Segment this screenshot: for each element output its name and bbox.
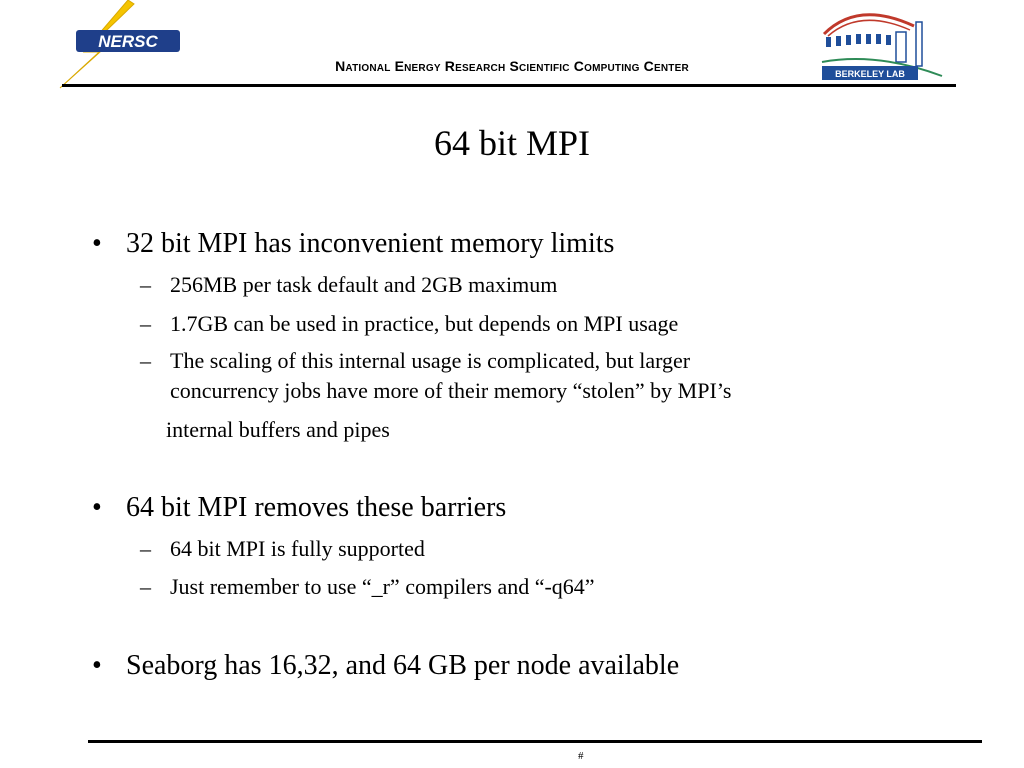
sub-bullet-text: Just remember to use “_r” compilers and “-q64”: [170, 574, 595, 599]
lab-logo-columns: [826, 34, 891, 47]
sub-bullet-text: 256MB per task default and 2GB maximum: [170, 272, 558, 297]
sub-bullet-text: The scaling of this internal usage is complicated, but larger: [170, 348, 691, 373]
bullet-marker: •: [92, 228, 102, 259]
sub-bullet-text: 1.7GB can be used in practice, but depends on MPI usage: [170, 311, 679, 336]
sub-bullet-item: [140, 348, 691, 374]
lab-logo-arc: [824, 15, 914, 34]
sub-bullet-item: [140, 536, 425, 562]
footer-divider: [88, 740, 982, 743]
sub-bullet-text: concurrency jobs have more of their memory “stolen” by MPI’s: [170, 378, 732, 403]
sub-bullet-marker: –: [140, 272, 151, 297]
lab-logo-text: BERKELEY LAB: [835, 69, 905, 79]
bullet-text: 64 bit MPI removes these barriers: [126, 492, 507, 523]
bullet-marker: •: [92, 492, 102, 523]
nersc-logo: [30, 0, 190, 92]
nersc-logo-text: NERSC: [98, 32, 158, 51]
bullet-text: Seaborg has 16,32, and 64 GB per node available: [126, 650, 680, 681]
sub-bullet-item: [140, 574, 595, 600]
bullet-item: [92, 228, 615, 260]
page-number: #: [578, 750, 584, 762]
bullet-item: [92, 492, 507, 524]
sub-bullet-continuation: [170, 378, 731, 404]
sub-bullet-marker: –: [140, 311, 151, 336]
header-divider: [62, 84, 956, 87]
sub-bullet-marker: –: [140, 348, 151, 373]
bullet-marker: •: [92, 650, 102, 681]
sub-bullet-item: [140, 311, 679, 337]
sub-bullet-marker: –: [140, 536, 151, 561]
sub-bullet-text: 64 bit MPI is fully supported: [170, 536, 425, 561]
sub-bullet-marker: –: [140, 574, 151, 599]
bullet-text: 32 bit MPI has inconvenient memory limits: [126, 228, 615, 259]
sub-bullet-continuation: [166, 417, 390, 443]
organization-title: National Energy Research Scientific Computing Center: [335, 58, 689, 74]
sub-bullet-item: [140, 272, 558, 298]
bullet-item: [92, 650, 680, 682]
slide-title: 64 bit MPI: [433, 123, 591, 163]
sub-bullet-text: internal buffers and pipes: [166, 417, 390, 442]
